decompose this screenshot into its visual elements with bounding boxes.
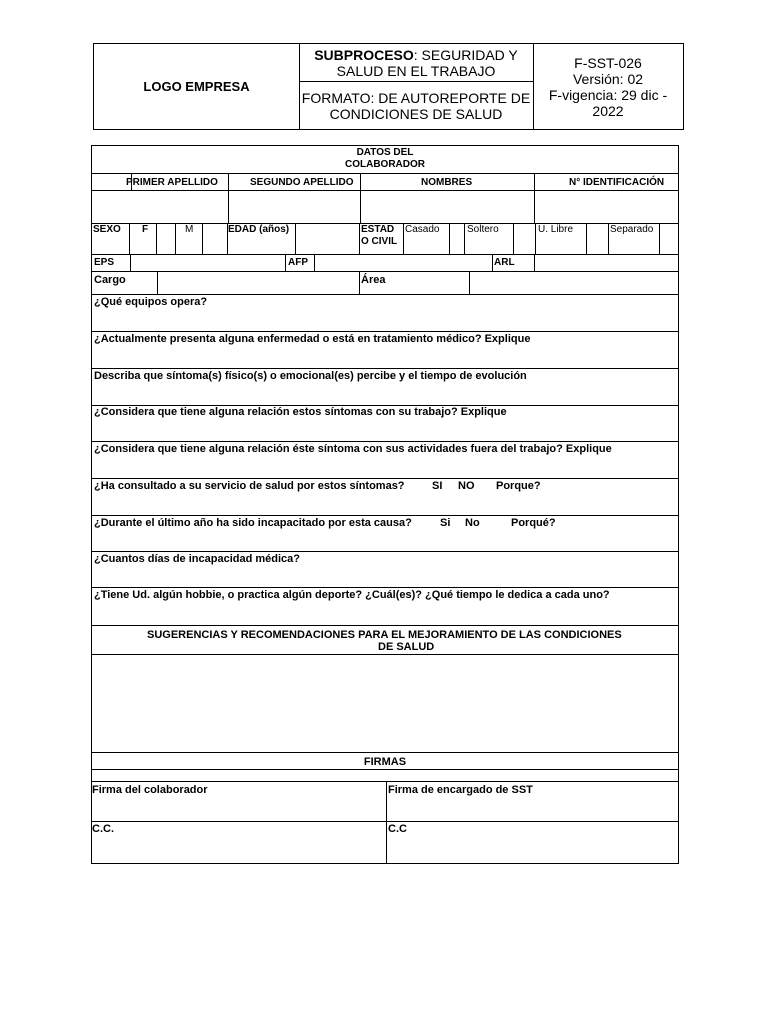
question-hobbies: ¿Tiene Ud. algún hobbie, o practica algún deporte? ¿Cuál(es)? ¿Qué tiempo le dedica a cada uno? [94, 589, 610, 601]
question-equipment: ¿Qué equipos opera? [94, 296, 208, 308]
q6-yes-option[interactable]: SI [432, 480, 443, 492]
sex-female-label: F [142, 224, 149, 235]
eps-field[interactable] [131, 255, 285, 271]
names-field[interactable] [361, 191, 534, 223]
collaborator-cc-field[interactable] [92, 836, 386, 863]
suggestions-title-line1: SUGERENCIAS Y RECOMENDACIONES PARA EL MEJORAMIENTO DE LAS CONDICIONES [147, 629, 622, 641]
header-process-cell [299, 44, 534, 129]
col-id-number: N° IDENTIFICACIÓN [569, 177, 665, 188]
collaborator-cc-label: C.C. [92, 823, 114, 835]
signatures-title: FIRMAS [363, 756, 407, 768]
q7-why-label: Porqué? [511, 517, 556, 529]
q7-yes-option[interactable]: Si [440, 517, 451, 529]
subprocess-title [299, 44, 533, 82]
arl-field[interactable] [535, 255, 678, 271]
area-label: Área [361, 274, 386, 286]
free-union-checkbox[interactable] [587, 224, 608, 254]
suggestions-title-line2: DE SALUD [378, 641, 435, 653]
separated-checkbox[interactable] [660, 224, 678, 254]
civil-status-label-1: ESTAD [361, 224, 395, 235]
id-number-field[interactable] [535, 191, 678, 223]
first-surname-field[interactable] [92, 191, 228, 223]
free-union-label: U. Libre [538, 224, 574, 235]
question-incapacity: ¿Durante el último año ha sido incapacitado por esta causa? [94, 517, 412, 529]
q6-no-option[interactable]: NO [458, 480, 475, 492]
sex-male-checkbox[interactable] [203, 224, 227, 254]
document-code: F-SST-026 [574, 55, 642, 71]
question-outside-activities: ¿Considera que tiene alguna relación éste síntoma con sus actividades fuera del trabajo? Explique [94, 443, 612, 455]
company-logo-placeholder: LOGO EMPRESA [94, 44, 300, 129]
col-names: NOMBRES [421, 177, 473, 188]
col-first-surname: PRIMER APELLIDO [126, 177, 218, 188]
sst-cc-field[interactable] [387, 836, 678, 863]
question-incapacity-days: ¿Cuantos días de incapacidad médica? [94, 553, 300, 565]
sst-signature-label: Firma de encargado de SST [388, 784, 533, 796]
second-surname-field[interactable] [229, 191, 360, 223]
sex-male-label: M [185, 224, 194, 235]
document-header [93, 43, 684, 130]
age-field[interactable] [296, 224, 359, 254]
q6-why-label: Porque? [496, 480, 541, 492]
area-field[interactable] [470, 272, 678, 294]
single-checkbox[interactable] [514, 224, 535, 254]
sex-label: SEXO [93, 224, 121, 235]
question-symptoms: Describa que síntoma(s) físico(s) o emocional(es) percibe y el tiempo de evolución [94, 370, 527, 382]
question-work-relation: ¿Considera que tiene alguna relación estos síntomas con su trabajo? Explique [94, 406, 507, 418]
civil-status-label-2: O CIVIL [361, 236, 398, 247]
separated-label: Separado [610, 224, 654, 235]
arl-label: ARL [494, 257, 515, 268]
q7-no-option[interactable]: No [465, 517, 480, 529]
health-self-report-form [91, 145, 679, 864]
document-code-cell [533, 44, 683, 129]
collaborator-signature-field[interactable] [92, 796, 386, 821]
question-health-service: ¿Ha consultado a su servicio de salud por estos síntomas? [94, 480, 405, 492]
sex-female-checkbox[interactable] [157, 224, 175, 254]
subprocess-label: SUBPROCESO [314, 47, 414, 63]
suggestions-textarea[interactable] [92, 655, 678, 752]
collaborator-signature-label: Firma del colaborador [92, 784, 208, 796]
age-label: EDAD (años) [228, 224, 290, 235]
section-title-line1: DATOS DEL [356, 147, 414, 158]
format-title: FORMATO: DE AUTOREPORTE DE CONDICIONES DE SALUD [301, 90, 531, 122]
subprocess-value: : SEGURIDAD Y SALUD EN EL TRABAJO [336, 47, 518, 79]
married-label: Casado [405, 224, 440, 235]
sst-signature-field[interactable] [387, 796, 678, 821]
document-validity: F-vigencia: 29 dic - 2022 [548, 87, 668, 119]
married-checkbox[interactable] [450, 224, 464, 254]
question-current-illness: ¿Actualmente presenta alguna enfermedad o está en tratamiento médico? Explique [94, 333, 531, 345]
sst-cc-label: C.C [388, 823, 407, 835]
position-label: Cargo [94, 274, 126, 286]
document-version: Versión: 02 [572, 71, 644, 87]
afp-label: AFP [288, 257, 308, 268]
position-field[interactable] [158, 272, 359, 294]
afp-field[interactable] [315, 255, 492, 271]
section-title-line2: COLABORADOR [345, 159, 425, 170]
col-second-surname: SEGUNDO APELLIDO [250, 177, 354, 188]
eps-label: EPS [94, 257, 115, 268]
single-label: Soltero [467, 224, 499, 235]
